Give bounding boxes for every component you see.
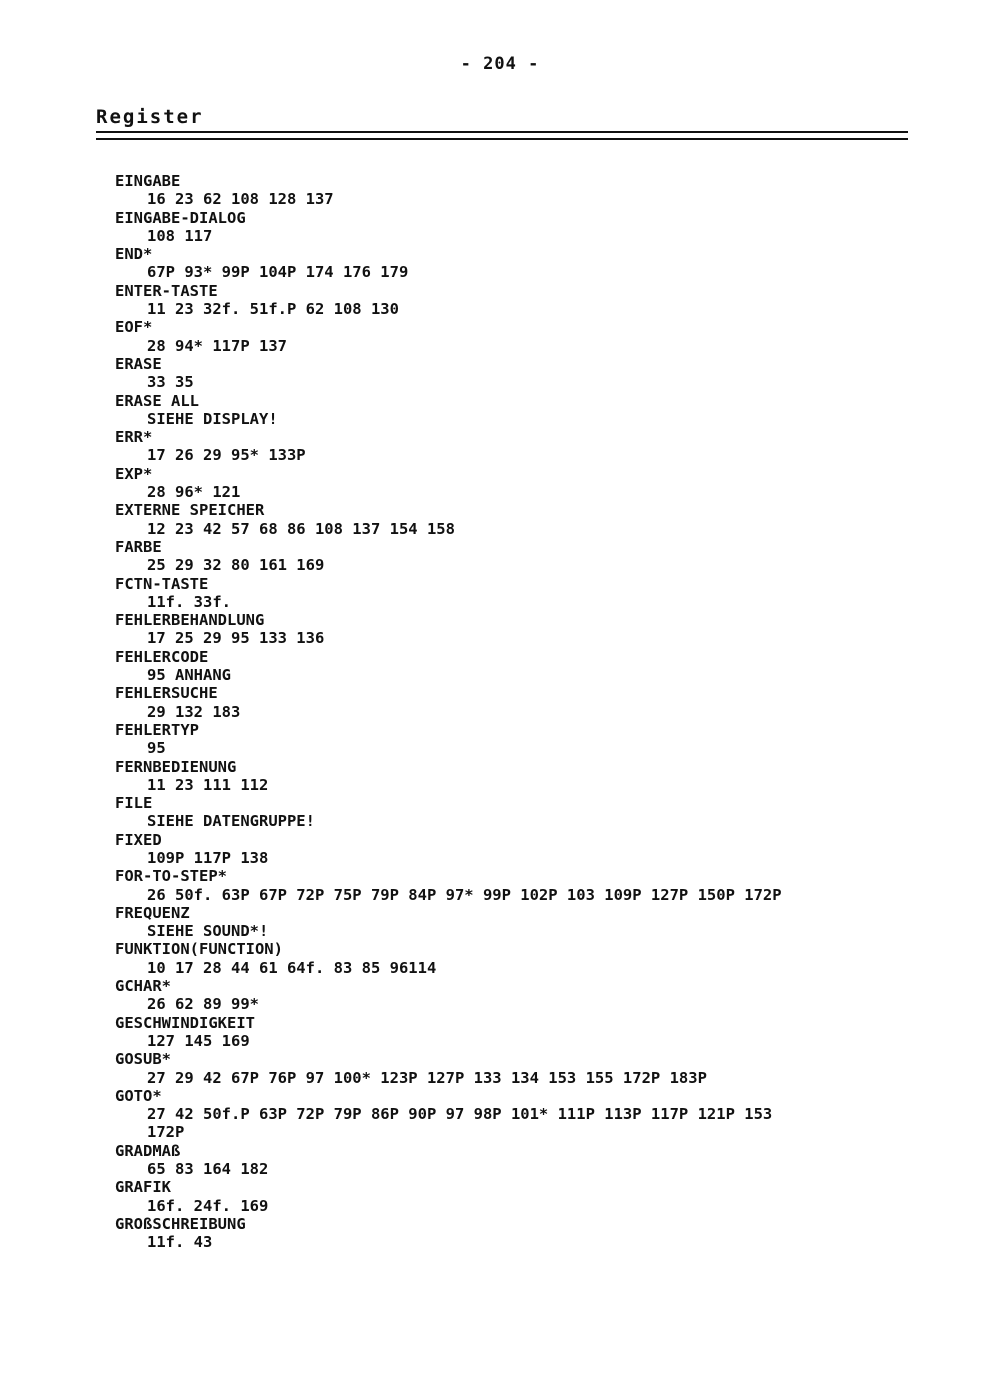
index-term: GCHAR*: [115, 977, 171, 996]
index-term: FCTN-TASTE: [115, 574, 209, 593]
index-term: FUNKTION(FUNCTION): [115, 940, 283, 959]
index-term: GOSUB*: [115, 1050, 171, 1069]
index-term: FOR-TO-STEP*: [115, 867, 227, 886]
index-term: FEHLERBEHANDLUNG: [115, 611, 265, 630]
index-term: FEHLERCODE: [115, 647, 209, 666]
index-page-refs: 28 96* 121: [147, 483, 241, 502]
index-page-refs: 12 23 42 57 68 86 108 137 154 158: [147, 519, 455, 538]
index-page-refs: SIEHE DISPLAY!: [147, 409, 278, 428]
index-term: GESCHWINDIGKEIT: [115, 1013, 255, 1032]
index-page-refs: 25 29 32 80 161 169: [147, 556, 325, 575]
index-term: EXP*: [115, 464, 153, 483]
index-term: FEHLERSUCHE: [115, 684, 218, 703]
index-page-refs: 95 ANHANG: [147, 666, 231, 685]
index-term: ERASE: [115, 354, 162, 373]
index-page-refs: 67P 93* 99P 104P 174 176 179: [147, 263, 409, 282]
index-term: GRAFIK: [115, 1178, 171, 1197]
index-term: EINGABE: [115, 172, 181, 190]
index-page-refs: 11f. 33f.: [147, 592, 231, 611]
index-page-refs: 29 132 183: [147, 702, 241, 721]
index-term: FARBE: [115, 537, 162, 556]
index-page-refs: 108 117: [147, 226, 213, 245]
index-page-refs: 27 42 50f.P 63P 72P 79P 86P 90P 97 98P 101* 111P 113P 117P 121P 153: [147, 1105, 773, 1124]
index-term: EXTERNE SPEICHER: [115, 501, 265, 520]
index-page-refs: 33 35: [147, 373, 194, 392]
index-page-refs: 26 62 89 99*: [147, 995, 259, 1014]
index-page-refs: 109P 117P 138: [147, 848, 269, 867]
index-term: ERASE ALL: [115, 391, 199, 410]
index-page-refs: 16f. 24f. 169: [147, 1196, 269, 1215]
index-term: GOTO*: [115, 1086, 162, 1105]
index-term: FIXED: [115, 830, 162, 849]
index-page-refs: 11 23 111 112: [147, 775, 269, 794]
index-page-refs: 11f. 43: [147, 1233, 213, 1252]
index-page-refs: 17 25 29 95 133 136: [147, 629, 325, 648]
index-term: FEHLERTYP: [115, 720, 199, 739]
page-heading: Register: [96, 106, 204, 128]
index-page-refs: 10 17 28 44 61 64f. 83 85 96114: [147, 958, 437, 977]
index-page-refs: 16 23 62 108 128 137: [147, 190, 334, 209]
page-number: - 204 -: [460, 54, 540, 74]
index-entries: [115, 172, 935, 1252]
index-page-refs: 95: [147, 739, 166, 758]
index-term: FERNBEDIENUNG: [115, 757, 237, 776]
index-term: EOF*: [115, 318, 153, 337]
index-term: EINGABE-DIALOG: [115, 208, 246, 227]
index-page-refs: SIEHE DATENGRUPPE!: [147, 812, 315, 831]
index-term: GROßSCHREIBUNG: [115, 1214, 246, 1233]
index-term: FILE: [115, 794, 153, 813]
index-page-refs: 28 94* 117P 137: [147, 336, 287, 355]
index-page-refs: SIEHE SOUND*!: [147, 922, 269, 941]
index-term: FREQUENZ: [115, 903, 190, 922]
index-term: ENTER-TASTE: [115, 281, 218, 300]
index-term: END*: [115, 245, 153, 264]
index-page-refs: 127 145 169: [147, 1031, 250, 1050]
index-page-refs: 17 26 29 95* 133P: [147, 446, 306, 465]
index-page-refs: 65 83 164 182: [147, 1160, 269, 1179]
index-page-refs-continued: 172P: [147, 1123, 185, 1142]
index-page-refs: 11 23 32f. 51f.P 62 108 130: [147, 300, 399, 319]
index-term: GRADMAß: [115, 1141, 181, 1160]
index-page-refs: 27 29 42 67P 76P 97 100* 123P 127P 133 134 153 155 172P 183P: [147, 1068, 707, 1087]
heading-rule: [96, 131, 908, 140]
index-term: ERR*: [115, 428, 153, 447]
index-page-refs: 26 50f. 63P 67P 72P 75P 79P 84P 97* 99P 102P 103 109P 127P 150P 172P: [147, 885, 782, 904]
